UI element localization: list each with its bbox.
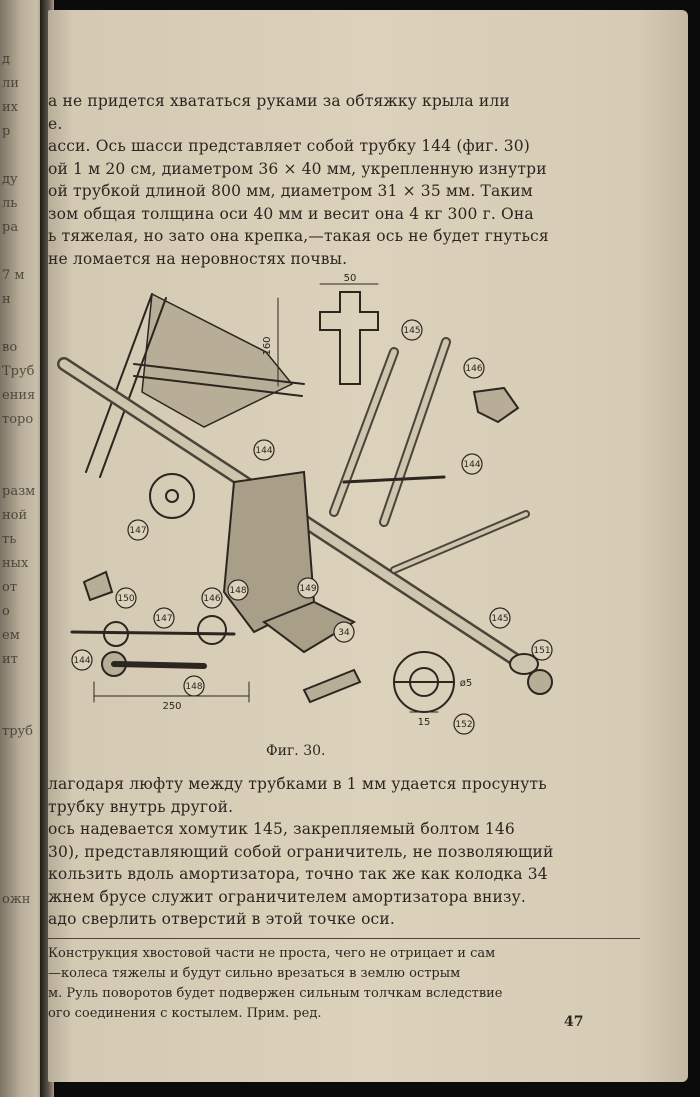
facing-page-fragment: ных <box>2 556 29 571</box>
footnote-line: Конструкция хвостовой части не проста, чего не отрицает и сам <box>48 946 496 961</box>
footnote <box>48 944 503 1024</box>
callout-label: 146 <box>465 364 483 374</box>
callout-label: 144 <box>463 460 481 470</box>
text-line: е. <box>48 114 63 133</box>
callout-label: 144 <box>255 446 273 456</box>
dimension-label: 15 <box>417 717 431 728</box>
technical-drawing <box>54 272 614 742</box>
facing-page-fragment <box>2 696 44 720</box>
dimension-label: ø5 <box>459 678 473 689</box>
text-line: ой 1 м 20 см, диаметром 36 × 40 мм, укрепленную изнутри <box>48 159 547 178</box>
facing-page-fragment <box>2 312 44 336</box>
facing-page-fragment: ем <box>2 628 20 643</box>
facing-page-fragment: торо <box>2 412 34 427</box>
callout-label: 147 <box>155 614 173 624</box>
callout-label: 149 <box>299 584 317 594</box>
footnote-line: ого соединения с костылем. Прим. ред. <box>48 1006 322 1021</box>
facing-page-fragment: д <box>2 52 11 67</box>
text-line: зом общая толщина оси 40 мм и весит она 4 кг 300 г. Она <box>48 204 534 223</box>
text-line: ой трубкой длиной 800 мм, диаметром 31 × 35 мм. Таким <box>48 182 533 200</box>
facing-page-fragment <box>2 144 44 168</box>
facing-page-fragment: р <box>2 124 11 139</box>
facing-page-fragment: о <box>2 604 10 619</box>
dimension-label: 50 <box>343 273 357 284</box>
facing-page-fragment: ения <box>2 388 36 403</box>
facing-page-fragment: ль <box>2 196 18 211</box>
facing-page-fragment <box>2 672 44 696</box>
facing-page-fragment <box>2 768 44 792</box>
footnote-line: м. Руль поворотов будет подвержен сильным толчкам вследствие <box>48 986 503 1001</box>
callout-label: 34 <box>338 628 350 638</box>
text-line: не ломается на неровностях почвы. <box>48 249 348 268</box>
callout-label: 144 <box>73 656 91 666</box>
footnote-line: —колеса тяжелы и будут сильно врезаться в землю острым <box>48 966 461 981</box>
callout-label: 152 <box>455 720 473 730</box>
callout-label: 147 <box>129 526 147 536</box>
facing-page-fragment <box>2 432 44 456</box>
facing-page-fragment <box>2 840 44 864</box>
callout-label: 146 <box>203 594 221 604</box>
text-line: асси. Ось шасси представляет собой трубку 144 (фиг. 30) <box>48 137 530 155</box>
axle-assembly-illustration <box>54 272 614 742</box>
text-line: жнем брусе служит ограничителем амортизатора внизу. <box>48 887 526 906</box>
text-line: ь тяжелая, но зато она крепка,—такая ось не будет гнуться <box>48 227 549 245</box>
text-line: а не придется хвататься руками за обтяжку крыла или <box>48 92 510 110</box>
facing-page-fragment: 7 м <box>2 268 25 283</box>
chassis-paragraph <box>48 90 648 270</box>
facing-page-fragment: разм <box>2 484 36 499</box>
facing-page-fragment: их <box>2 100 18 115</box>
facing-page-fragment <box>2 744 44 768</box>
callout-label: 145 <box>403 326 421 336</box>
facing-page-fragment: ожн <box>2 892 31 907</box>
callout-label: 148 <box>229 586 247 596</box>
footnote-divider <box>48 938 640 939</box>
facing-page-fragment <box>2 240 44 264</box>
facing-page-fragment: труб <box>2 724 33 739</box>
text-line: лагодаря люфту между трубками в 1 мм удается просунуть <box>48 775 547 793</box>
text-line: кользить вдоль амортизатора, точно так же как колодка 34 <box>48 865 548 883</box>
facing-page-fragment: ду <box>2 172 18 187</box>
callout-label: 148 <box>185 682 203 692</box>
dimension-label: 250 <box>162 701 182 712</box>
facing-page-fragment <box>2 816 44 840</box>
text-line: адо сверлить отверстий в этой точке оси. <box>48 910 395 928</box>
facing-page-fragment: ли <box>2 76 19 91</box>
text-line: трубку внутрь другой. <box>48 797 234 816</box>
facing-page-fragment: от <box>2 580 18 595</box>
facing-page-fragment: н <box>2 292 11 307</box>
facing-page-fragment <box>2 792 44 816</box>
page-number: 47 <box>564 1014 584 1030</box>
facing-page-fragment: Труб <box>2 364 35 379</box>
callout-label: 150 <box>117 594 135 604</box>
text-line: 30), представляющий собой ограничитель, не позволяющий <box>48 842 554 861</box>
callout-label: 151 <box>533 646 551 656</box>
clamp-paragraph <box>48 773 648 931</box>
facing-page-fragment: ной <box>2 508 28 523</box>
facing-page-fragment <box>2 456 44 480</box>
callout-label: 145 <box>491 614 509 624</box>
figure-caption: Фиг. 30. <box>266 743 326 759</box>
facing-page-fragment: ра <box>2 220 19 235</box>
book-page <box>48 10 688 1082</box>
facing-page-fragment: ит <box>2 652 18 667</box>
facing-page-fragment <box>2 864 44 888</box>
facing-page-fragment: во <box>2 340 18 355</box>
facing-page-text <box>2 48 44 912</box>
facing-page-fragment: ть <box>2 532 17 547</box>
dimension-label: 160 <box>262 336 273 356</box>
text-line: ось надевается хомутик 145, закрепляемый болтом 146 <box>48 820 515 838</box>
